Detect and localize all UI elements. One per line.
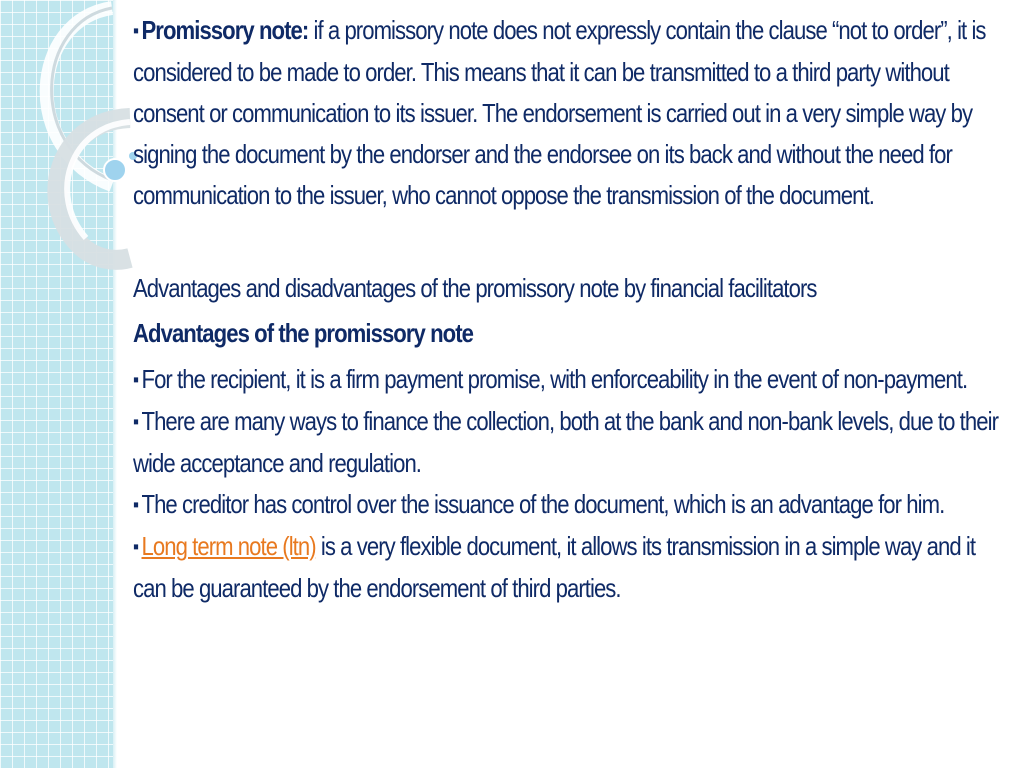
bullet-icon: ▪: [133, 369, 139, 391]
list-item-text: The creditor has control over the issuance of the document, which is an advantage for him.: [141, 489, 945, 519]
list-item-text: is a very flexible document, it allows its transmission in a simple way and it can be guaranteed by the endorsement of third parties.: [133, 531, 976, 603]
slide-content: [133, 10, 999, 609]
list-item: [133, 484, 1005, 526]
bullet-icon: ▪: [133, 536, 139, 558]
bullet-icon: ▪: [133, 494, 139, 516]
list-item: [133, 401, 1005, 484]
list-item: [133, 526, 1005, 609]
long-term-note-link[interactable]: Long term note (ltn): [141, 531, 316, 561]
advantages-heading: Advantages of the promissory note: [133, 318, 474, 348]
bullet-icon: ▪: [133, 20, 139, 42]
intro-paragraph: [133, 10, 1005, 216]
intro-title: Promissory note:: [141, 15, 309, 45]
list-item: [133, 359, 1005, 401]
bullet-icon: ▪: [133, 411, 139, 433]
decorative-swirl: [0, 0, 150, 280]
intro-text: if a promissory note does not expressly contain the clause “not to order”, it is considered to be made to order. This means that it can be transmitted to a third party without consent or communication to its issuer. The endorsement is carried out in a very simple way by signing the document by the endorser and the endorsee on its back and without the need for communication to the issuer, who cannot oppose the transmission of the document.: [133, 15, 986, 210]
list-item-text: There are many ways to finance the collection, both at the bank and non-bank levels, due to their wide acceptance and regulation.: [133, 406, 999, 478]
list-item-text: For the recipient, it is a firm payment promise, with enforceability in the event of non-payment.: [141, 364, 968, 394]
section-heading: Advantages and disadvantages of the promissory note by financial facilitators: [133, 273, 817, 303]
decorative-dot: [104, 159, 126, 181]
